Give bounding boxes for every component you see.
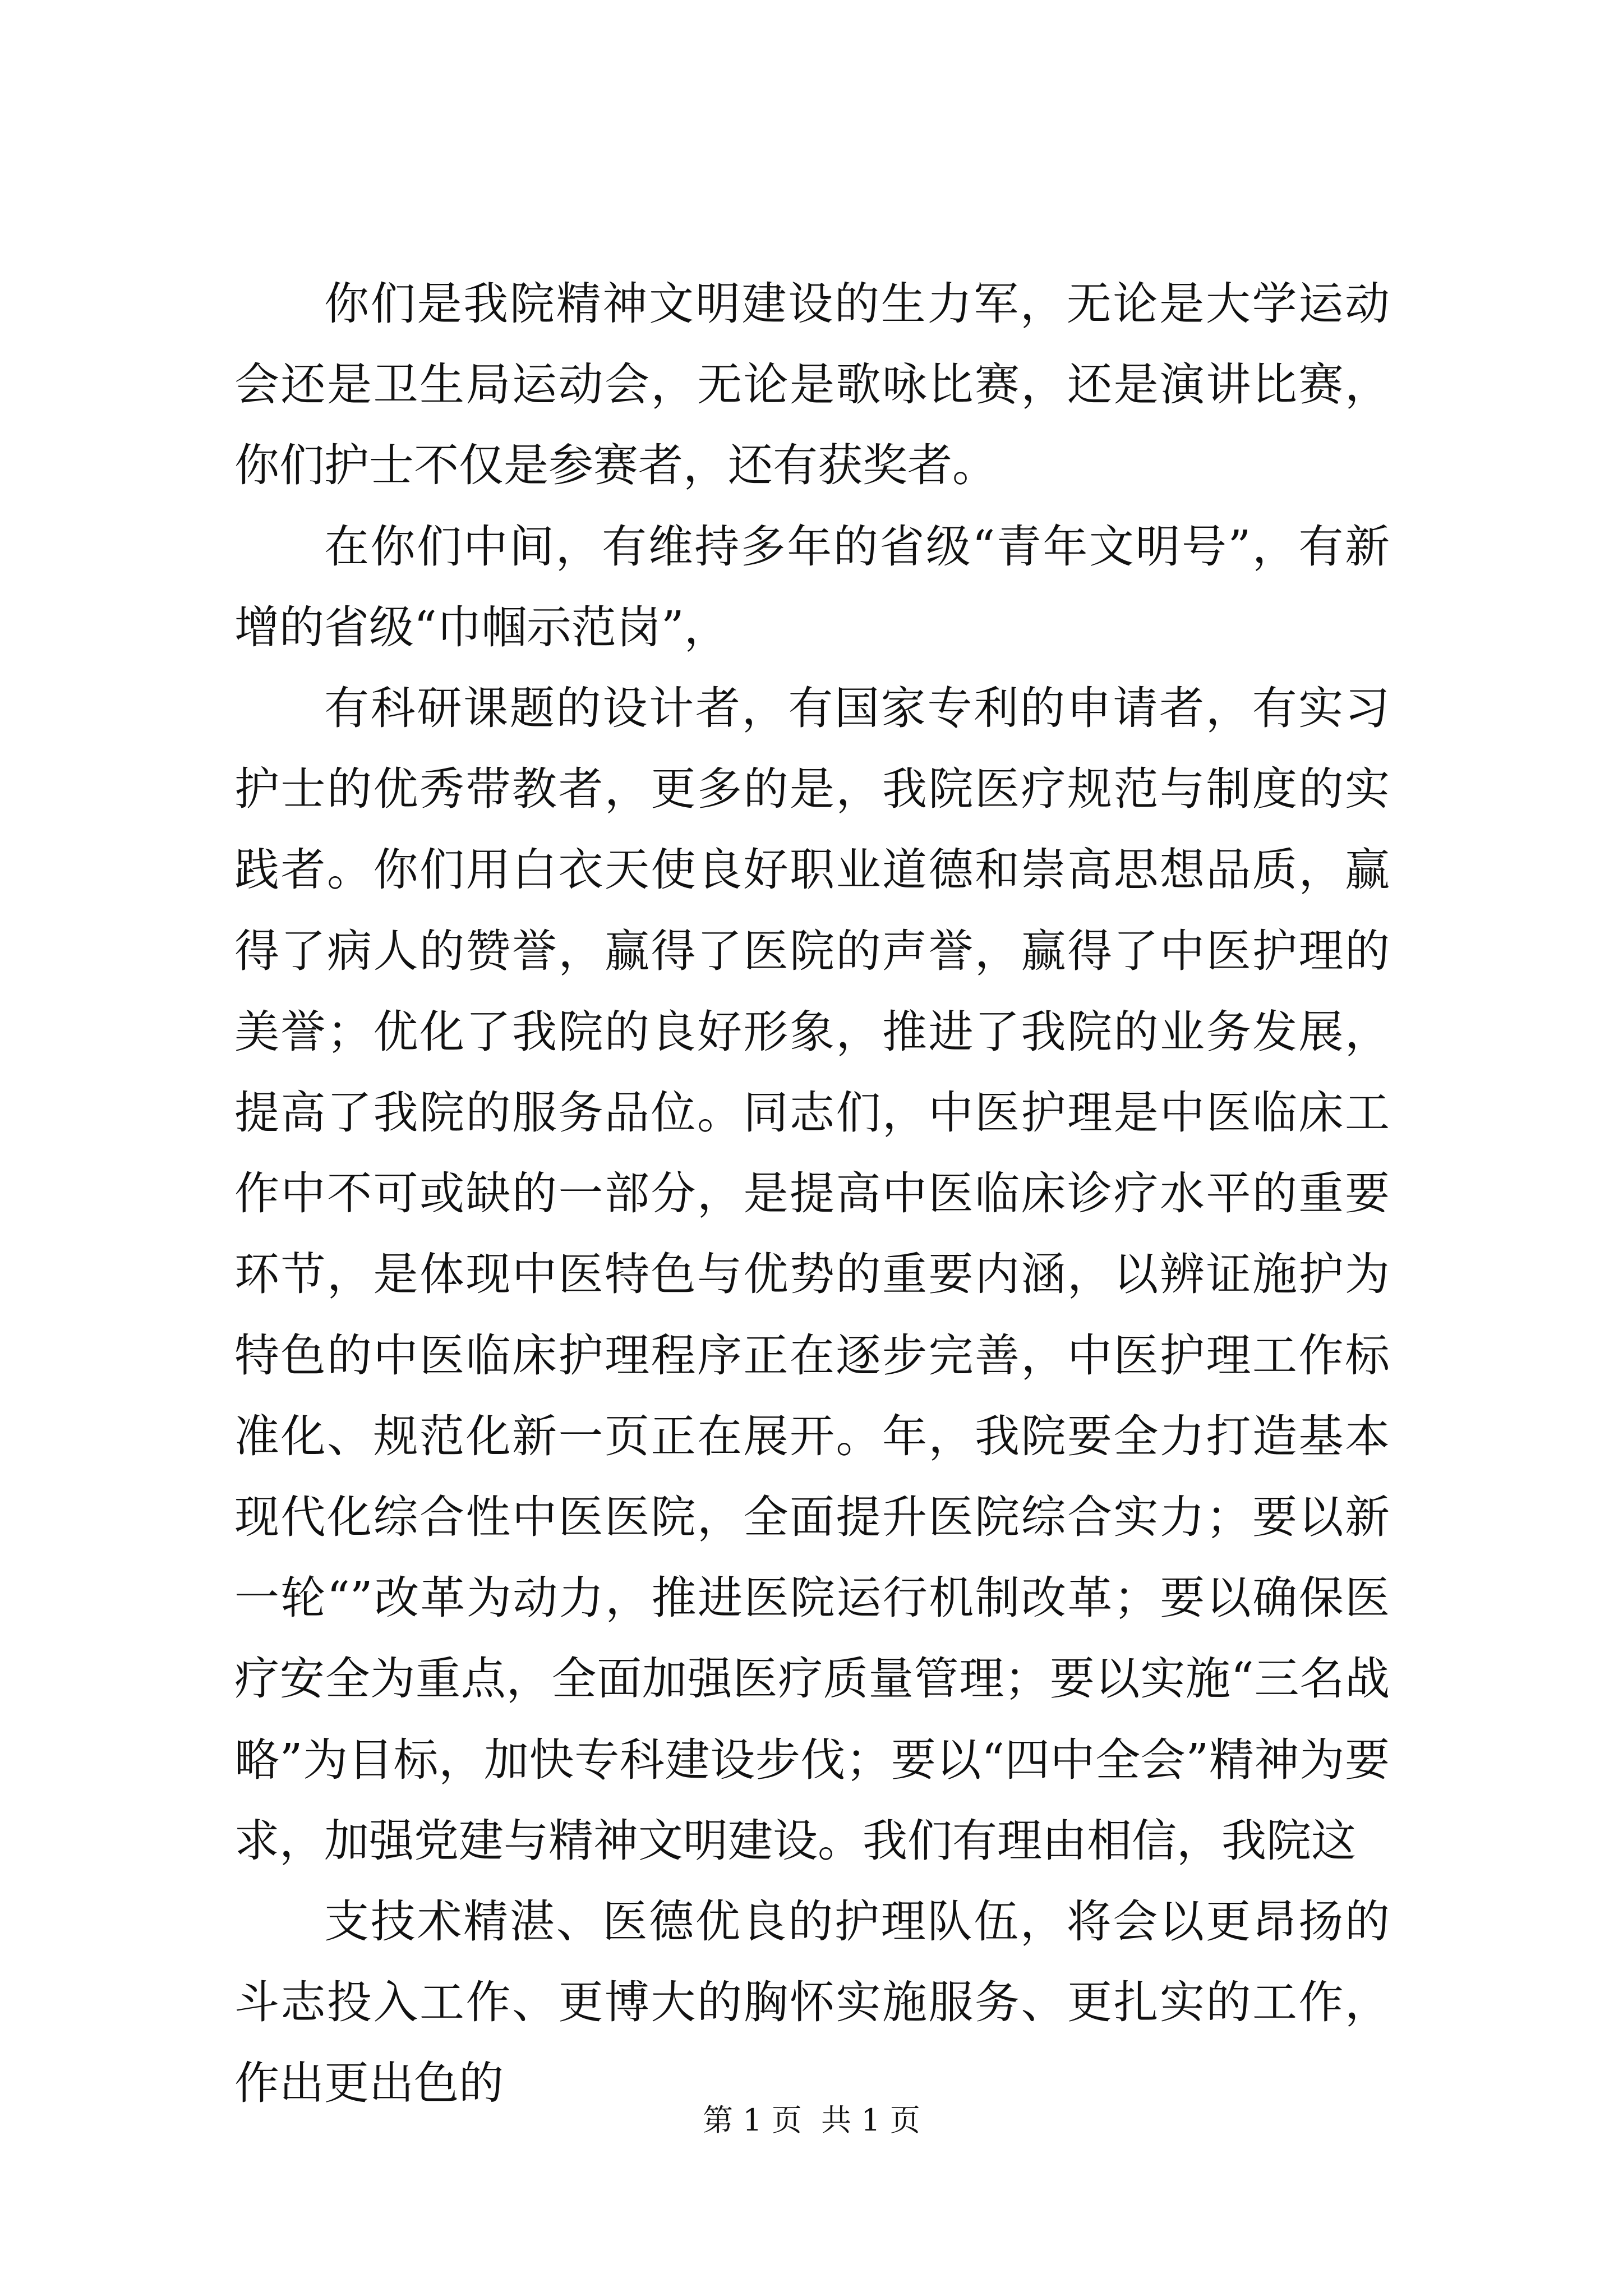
paragraph-2: 在你们中间，有维持多年的省级“青年文明号”，有新增的省级“巾帼示范岗”， <box>234 520 1390 654</box>
page-footer: 第 1 页 共 1 页 <box>703 2102 920 2138</box>
paragraph-3: 有科研课题的设计者，有国家专利的申请者，有实习护士的优秀带教者，更多的是，我院医疗规范与制度的实践者。你们用白衣天使良好职业道德和崇高思想品质，赢得了病人的赞誉，赢得了医院的声誉，赢得了中医护理的美誉；优化了我院的良好形象，推进了我院的业务发展，提高了我院的服务品位。同志们，中医护理是中医临床工作中不可或缺的一部分，是提高中医临床诊疗水平的重要环节，是体现中医特色与优势的重要内涵，以辨证施护为特色的中医临床护理程序正在逐步完善，中医护理工作标准化、规范化新一页正在展开。年，我院要全力打造基本现代化综合性中医医院，全面提升医院综合实力；要以新一轮“”改革为动力，推进医院运行机制改革；要以确保医疗安全为重点，全面加强医疗质量管理；要以实施“三名战略”为目标，加快专科建设步伐；要以“四中全会”精神为要求，加强党建与精神文明建设。我们有理由相信，我院这 <box>234 682 1390 1867</box>
document-body <box>234 264 1390 2124</box>
paragraph-1: 你们是我院精神文明建设的生力军，无论是大学运动会还是卫生局运动会，无论是歌咏比赛，还是演讲比赛，你们护士不仅是参赛者，还有获奖者。 <box>234 278 1390 492</box>
paragraph-4: 支技术精湛、医德优良的护理队伍，将会以更昂扬的斗志投入工作、更博大的胸怀实施服务、更扎实的工作，作出更出色的 <box>234 1895 1390 2110</box>
